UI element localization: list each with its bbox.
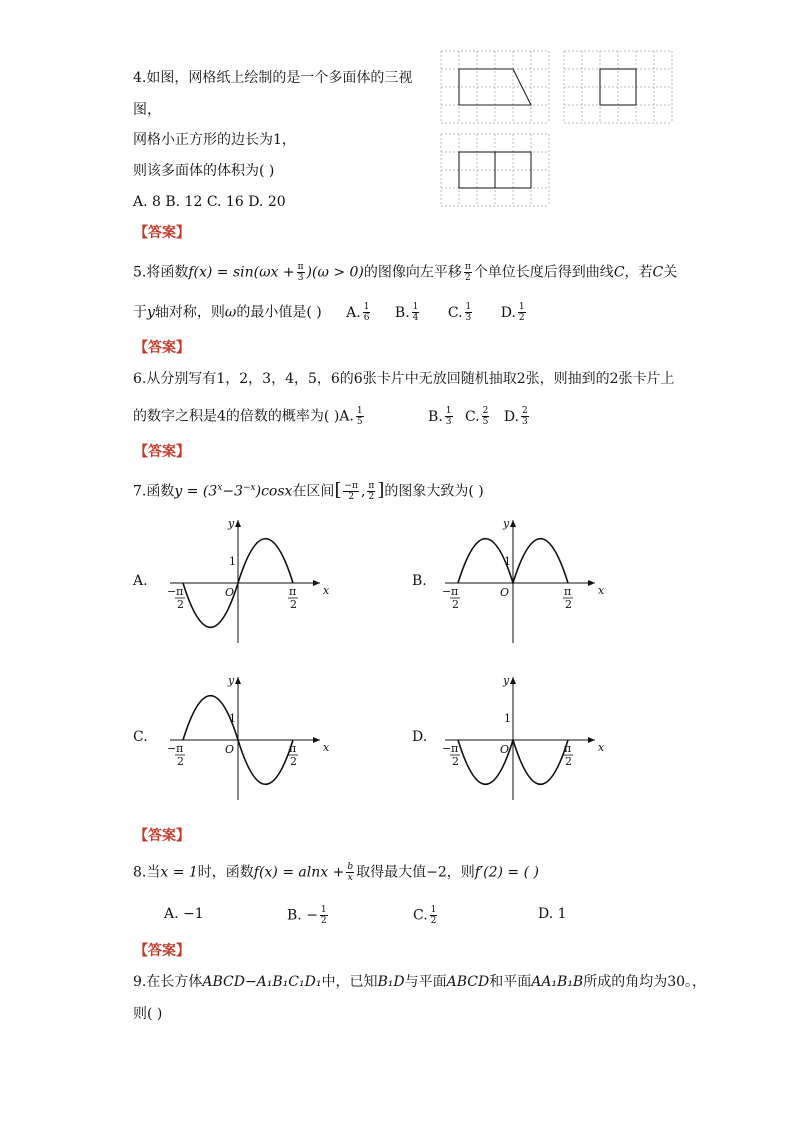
q9-line2: 则( ) bbox=[133, 1006, 163, 1022]
y-axis-label: y bbox=[228, 517, 235, 530]
y-tick-1: 1 bbox=[504, 555, 511, 568]
q6-line2: 的数字之积是4的倍数的概率为( )A. $\frac{1}{5}$ B. $\frac{1}{3}$ C. $\frac{2}{5}$ D. $\frac{2}{3}$ bbox=[133, 406, 528, 427]
q4-options: A. 8 B. 12 C. 16 D. 20 bbox=[133, 194, 286, 210]
x-tick-neg-sign: − bbox=[442, 585, 452, 598]
graph-label-a: A. bbox=[133, 573, 148, 589]
x-axis-label: x bbox=[598, 584, 605, 597]
three-view-side bbox=[564, 51, 672, 123]
answer-label: 【答案】 bbox=[134, 225, 190, 241]
x-axis-label: x bbox=[323, 741, 330, 754]
x-axis-arrow bbox=[588, 580, 595, 586]
q4-line1: 4.如图，网格纸上绘制的是一个多面体的三视 bbox=[133, 70, 413, 86]
q8-opt-a: A. −1 bbox=[164, 906, 204, 922]
x-tick-pos-two: 2 bbox=[290, 598, 297, 611]
x-tick-neg-pi: π bbox=[451, 742, 459, 755]
y-axis-arrow bbox=[235, 677, 241, 684]
x-tick-pos-pi: π bbox=[289, 585, 297, 598]
q8-opt-b: B. − $\frac{1}{2}$ bbox=[287, 905, 327, 926]
x-tick-neg-two: 2 bbox=[177, 755, 184, 768]
graph-a bbox=[150, 515, 340, 645]
x-tick-pos-pi: π bbox=[289, 742, 297, 755]
x-tick-neg-two: 2 bbox=[452, 755, 459, 768]
y-axis-arrow bbox=[510, 520, 516, 527]
y-axis-arrow bbox=[510, 677, 516, 684]
x-axis-arrow bbox=[313, 580, 320, 586]
y-axis-label: y bbox=[503, 674, 510, 687]
q9-line1: 9.在长方体ABCD−A₁B₁C₁D₁中，已知B₁D与平面ABCD和平面AA₁B₁B所成的角均为30。， bbox=[133, 974, 707, 990]
x-tick-neg-sign: − bbox=[442, 742, 452, 755]
q6-line1: 6.从分别写有1，2，3，4，5，6的6张卡片中无放回随机抽取2张，则抽到的2张卡片上 bbox=[133, 371, 675, 387]
graph-c bbox=[150, 672, 340, 804]
y-tick-1: 1 bbox=[229, 555, 236, 568]
three-view-top bbox=[441, 134, 549, 206]
x-tick-neg-pi: π bbox=[176, 585, 184, 598]
x-tick-neg-sign: − bbox=[167, 585, 177, 598]
x-tick-neg-pi: π bbox=[176, 742, 184, 755]
q7-line1: 7.函数$y = (3^x-3^{-x})\cos x$在区间[ $\frac{-\pi}{2}$ , $\frac{\pi}{2}$ ]的图象大致为( ) bbox=[133, 479, 484, 503]
x-tick-pos-pi: π bbox=[564, 585, 572, 598]
q8-opt-d: D. 1 bbox=[538, 906, 567, 922]
y-tick-1: 1 bbox=[229, 712, 236, 725]
graph-b bbox=[425, 515, 615, 645]
x-tick-pos-two: 2 bbox=[565, 598, 572, 611]
origin-label: O bbox=[500, 586, 510, 599]
x-tick-neg-two: 2 bbox=[177, 598, 184, 611]
x-tick-neg-pi: π bbox=[451, 585, 459, 598]
y-tick-1: 1 bbox=[504, 712, 511, 725]
y-axis-label: y bbox=[228, 674, 235, 687]
answer-label-4: 【答案】 bbox=[134, 828, 190, 844]
q8-line1: 8.当x = 1时，函数f(x) = alnx + $\frac{b}{x}$ 取得最大值−2，则f′(2) = ( ) bbox=[133, 862, 539, 883]
q8-opt-c: C. $\frac{1}{2}$ bbox=[413, 905, 437, 926]
y-axis-arrow bbox=[235, 520, 241, 527]
x-tick-pos-two: 2 bbox=[290, 755, 297, 768]
x-axis-label: x bbox=[598, 741, 605, 754]
answer-label-3: 【答案】 bbox=[134, 444, 190, 460]
q4-line3: 则该多面体的体积为( ) bbox=[133, 163, 275, 179]
origin-label: O bbox=[500, 743, 510, 756]
x-tick-neg-two: 2 bbox=[452, 598, 459, 611]
q5-line2: 于y轴对称，则ω的最小值是( ) A. $\frac{1}{6}$ B. $\frac{1}{4}$ C. $\frac{1}{3}$ D. $\frac{1}{2}$ bbox=[133, 302, 525, 323]
x-tick-pos-two: 2 bbox=[565, 755, 572, 768]
graph-label-b: B. bbox=[412, 573, 427, 589]
x-axis-arrow bbox=[313, 737, 320, 743]
graph-label-d: D. bbox=[412, 729, 428, 745]
graph-label-c: C. bbox=[133, 729, 148, 745]
q4-line1b: 图， bbox=[133, 102, 161, 118]
x-axis-arrow bbox=[588, 737, 595, 743]
q4-line2: 网格小正方形的边长为1， bbox=[133, 132, 296, 148]
answer-label-5: 【答案】 bbox=[134, 943, 190, 959]
graph-d bbox=[425, 672, 625, 804]
origin-label: O bbox=[225, 743, 235, 756]
three-view-front bbox=[441, 51, 549, 123]
x-tick-neg-sign: − bbox=[167, 742, 177, 755]
y-axis-label: y bbox=[503, 517, 510, 530]
q5-line1: 5.将函数f(x) = sin(ωx + $\frac{\pi}{3}$ )(ω > 0)的图像向左平移 $\frac{\pi}{2}$ 个单位长度后得到曲线C，若C关 bbox=[133, 262, 678, 283]
x-tick-pos-pi: π bbox=[564, 742, 572, 755]
x-axis-label: x bbox=[323, 584, 330, 597]
answer-label-2: 【答案】 bbox=[134, 340, 190, 356]
origin-label: O bbox=[225, 586, 235, 599]
